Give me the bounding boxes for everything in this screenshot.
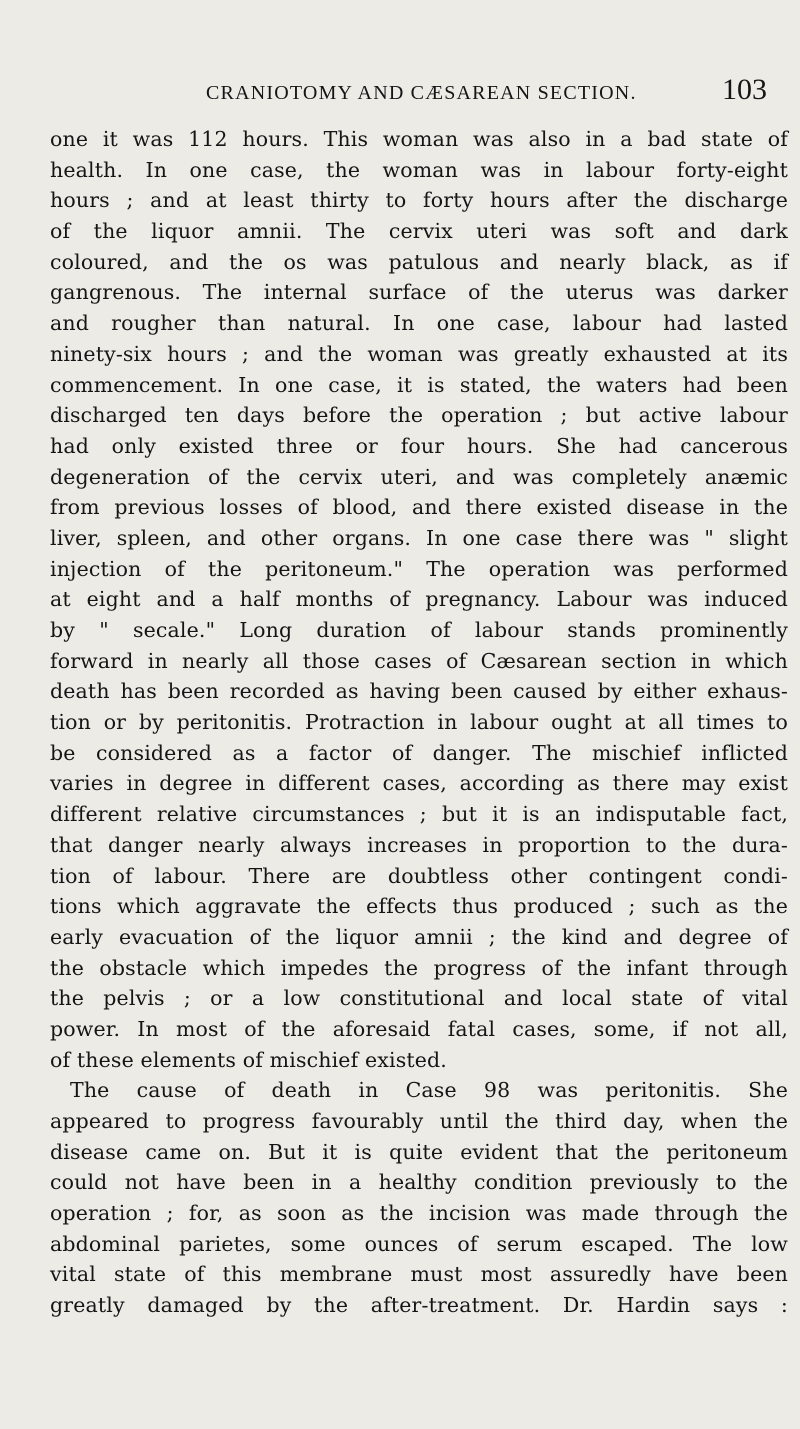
text-line: operation ; for, as soon as the incision was made through the [50,1201,788,1226]
text-line: tions which aggravate the effects thus produced ; such as the [50,894,788,919]
text-line: one it was 112 hours. This woman was also in a bad state of [50,127,788,151]
page-number: 103 [722,73,767,106]
text-line: be considered as a factor of danger. The mischief inflicted [50,740,788,765]
text-line: forward in nearly all those cases of Cæsarean section in which [50,648,788,673]
text-line: The cause of death in Case 98 was peritonitis. She [70,1078,788,1103]
text-line: of these elements of mischief existed. [50,1047,447,1072]
text-line: commencement. In one case, it is stated, the waters had been [50,372,788,397]
text-line: disease came on. But it is quite evident that the peritoneum [50,1139,788,1164]
text-line: degeneration of the cervix uteri, and was completely anæmic [50,464,788,489]
text-line: could not have been in a healthy condition previously to the [50,1170,788,1195]
text-line: abdominal parietes, some ounces of serum escaped. The low [50,1231,788,1256]
text-line: discharged ten days before the operation ; but active labour [50,403,788,428]
text-line: gangrenous. The internal surface of the uterus was darker [50,280,788,305]
text-line: tion or by peritonitis. Protraction in labour ought at all times to [50,710,788,735]
text-line: death has been recorded as having been caused by either exhaus- [50,679,788,704]
text-line: hours ; and at least thirty to forty hours after the discharge [50,188,788,213]
text-line: vital state of this membrane must most assuredly have been [50,1262,788,1287]
text-line: early evacuation of the liquor amnii ; the kind and degree of [50,924,788,949]
text-line: of the liquor amnii. The cervix uteri was soft and dark [50,219,788,244]
text-line: the obstacle which impedes the progress of the infant through [50,955,788,980]
text-line: power. In most of the aforesaid fatal cases, some, if not all, [50,1016,788,1041]
text-line: by " secale." Long duration of labour stands prominently [50,618,788,642]
text-line: appeared to progress favourably until the third day, when the [50,1109,788,1133]
text-line: and rougher than natural. In one case, labour had lasted [50,311,788,336]
text-line: coloured, and the os was patulous and nearly black, as if [50,249,788,274]
body-text [50,124,788,1321]
text-line: had only existed three or four hours. She had cancerous [50,433,788,458]
text-line: health. In one case, the woman was in labour forty-eight [50,157,788,182]
text-line: ninety-six hours ; and the woman was greatly exhausted at its [50,341,788,366]
text-line: injection of the peritoneum." The operation was performed [50,556,788,581]
text-line: tion of labour. There are doubtless other contingent condi- [50,863,788,888]
text-line: liver, spleen, and other organs. In one case there was " slight [50,525,788,550]
text-line: greatly damaged by the after-treatment. Dr. Hardin says : [50,1293,788,1318]
text-line: the pelvis ; or a low constitutional and local state of vital [50,986,788,1011]
text-line: at eight and a half months of pregnancy. Labour was induced [50,587,788,612]
text-line: from previous losses of blood, and there existed disease in the [50,495,788,520]
page-header [0,60,800,120]
text-line: varies in degree in different cases, according as there may exist [50,771,788,796]
running-head: CRANIOTOMY AND CÆSAREAN SECTION. [206,82,637,104]
text-line: that danger nearly always increases in proportion to the dura- [50,832,788,857]
text-line: different relative circumstances ; but it is an indisputable fact, [50,802,788,827]
